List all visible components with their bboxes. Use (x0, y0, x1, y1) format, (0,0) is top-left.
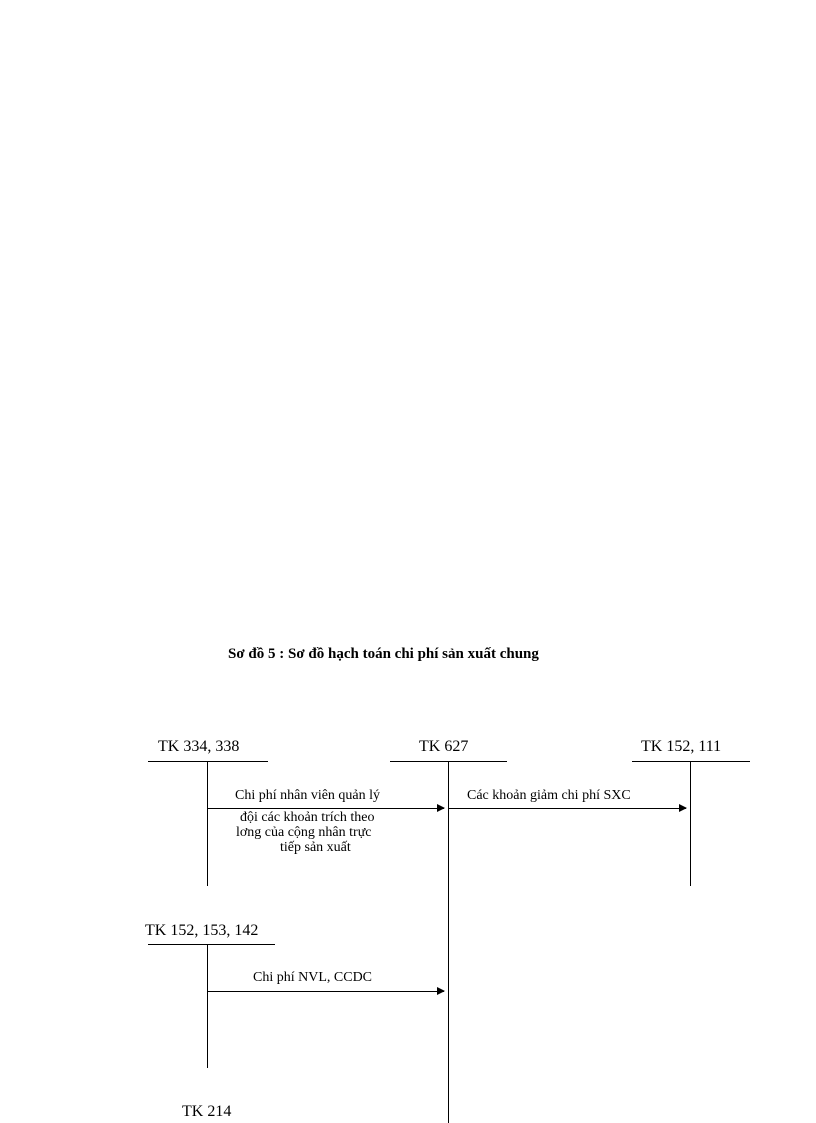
account-tk-152-153-142-axis (207, 944, 208, 1068)
flow-salary-label-line4: tiếp sản xuất (280, 840, 351, 855)
account-tk-627-label: TK 627 (419, 738, 469, 755)
account-tk-152-153-142-header-line (148, 944, 275, 945)
flow-reduction-arrow (449, 808, 686, 809)
flow-salary-label-line2: đội các khoản trích theo (240, 810, 375, 825)
account-tk-152-111-axis (690, 761, 691, 886)
account-tk-627-axis (448, 761, 449, 1123)
account-tk-152-153-142-label: TK 152, 153, 142 (145, 922, 259, 939)
flow-materials-arrow (208, 991, 444, 992)
account-tk-334-338-header-line (148, 761, 268, 762)
diagram-title: Sơ đồ 5 : Sơ đồ hạch toán chi phí sản xuất chung (228, 646, 539, 662)
account-tk-334-338-label: TK 334, 338 (158, 738, 240, 755)
account-tk-152-111-label: TK 152, 111 (641, 738, 722, 755)
account-tk-214-label: TK 214 (182, 1103, 232, 1120)
flow-salary-label-line3: lơng của cộng nhân trực (236, 825, 372, 840)
account-tk-334-338-axis (207, 761, 208, 886)
flow-materials-label: Chi phí NVL, CCDC (253, 970, 373, 985)
account-tk-152-111-header-line (632, 761, 750, 762)
flow-reduction-label: Các khoản giảm chi phí SXC (467, 788, 631, 803)
flow-salary-label-line1: Chi phí nhân viên quản lý (235, 788, 381, 803)
flow-salary-arrow (208, 808, 444, 809)
